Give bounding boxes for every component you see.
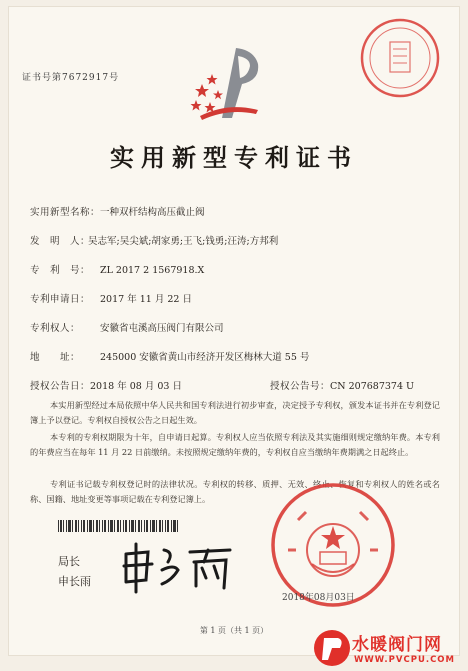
field-value: CN 207687374 U	[330, 381, 415, 392]
barcode-icon	[58, 520, 178, 532]
field-address	[30, 349, 309, 363]
field-patent-number	[30, 262, 204, 276]
field-value: 吴志军;吴尖斌;胡家勇;王飞;钱勇;汪涛;方邦利	[88, 236, 279, 247]
field-utility-model-name	[30, 204, 205, 218]
field-label: 专利申请日：	[30, 294, 91, 305]
authorization-date	[30, 378, 182, 392]
certificate-title: 实用新型专利证书	[110, 143, 358, 172]
signature-name: 申长雨	[58, 575, 91, 588]
certificate-number: 证书号第7672917号	[22, 73, 120, 83]
statement-paragraph: 本专利的专利权期限为十年，自申请日起算。专利权人应当依照专利法及其实施细则规定缴纳年费。本专利的年费应当在每年 11 月 22 日前缴纳。未按照规定缴纳年费的，专利权自应当缴纳年费期满之日起终止。	[30, 432, 440, 457]
statement-paragraph: 专利证书记载专利权登记时的法律状况。专利权的转移、质押、无效、终止、恢复和专利权人的姓名或名称、国籍、地址变更等事项记载在专利登记簿上。	[30, 479, 440, 504]
statement-paragraph: 本实用新型经过本局依照中华人民共和国专利法进行初步审查，决定授予专利权，颁发本证书并在专利登记簿上予以登记。专利权自授权公告之日起生效。	[30, 400, 440, 425]
field-value: 2017 年 11 月 22 日	[100, 294, 192, 305]
page-footer: 第 1 页（共 1 页）	[199, 626, 269, 635]
field-label: 专利权人：	[30, 323, 81, 334]
official-seal-icon	[358, 16, 442, 100]
field-value: 安徽省屯溪高压阀门有限公司	[100, 323, 224, 334]
signature-title: 局长	[58, 555, 80, 568]
watermark-text: 水暖阀门网	[352, 635, 442, 655]
field-label: 授权公告日：	[30, 381, 91, 392]
field-label: 地 址：	[30, 352, 81, 363]
field-label: 发 明 人：	[30, 236, 91, 247]
authorization-number	[270, 378, 414, 392]
field-value: 245000 安徽省黄山市经济开发区梅林大道 55 号	[100, 352, 310, 363]
field-value: ZL 2017 2 1567918.X	[100, 265, 205, 276]
watermark-url: WWW.PVCPU.COM	[354, 655, 455, 665]
field-label: 专 利 号：	[30, 265, 91, 276]
handwritten-signature-icon	[118, 540, 238, 595]
patent-office-emblem-icon	[188, 44, 278, 122]
field-inventors	[30, 233, 278, 247]
field-value: 一种双杆结构高压截止阀	[100, 207, 205, 218]
field-label: 授权公告号：	[270, 381, 331, 392]
field-patentee	[30, 320, 224, 334]
seal-date: 2018年08月03日	[282, 593, 355, 603]
field-application-date	[30, 291, 192, 305]
field-label: 实用新型名称：	[30, 207, 101, 218]
field-value: 2018 年 08 月 03 日	[90, 381, 182, 392]
